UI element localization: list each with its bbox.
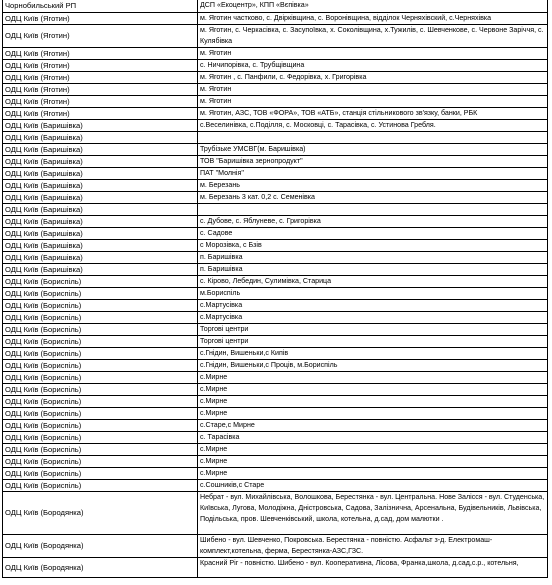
table-row — [3, 443, 548, 455]
region-cell: ОДЦ Київ (Бориспіль) — [3, 383, 198, 395]
address-cell: м. Яготин — [198, 95, 548, 107]
table-row — [3, 347, 548, 359]
table-row — [3, 227, 548, 239]
address-cell: м. Яготин частково, с. Двірківщина, с. Воронівщина, відділок Черняхівский, с.Черняхівка — [198, 12, 548, 24]
region-cell: ОДЦ Київ (Баришівка) — [3, 143, 198, 155]
table-row — [3, 407, 548, 419]
region-cell: ОДЦ Київ (Бориспіль) — [3, 467, 198, 479]
region-cell: ОДЦ Київ (Бориспіль) — [3, 455, 198, 467]
region-cell: ОДЦ Київ (Бориспіль) — [3, 347, 198, 359]
table-row — [3, 557, 548, 577]
address-cell: с Морозівка, с Бзів — [198, 239, 548, 251]
table-row — [3, 155, 548, 167]
address-cell: м. Яготин, АЗС, ТОВ «ФОРА», ТОВ «АТБ», станція стільникового зв'язку, банки, РБК — [198, 107, 548, 119]
table-row — [3, 119, 548, 131]
address-cell: п. Баришівка — [198, 263, 548, 275]
address-cell: м. Яготин — [198, 83, 548, 95]
region-cell: ОДЦ Київ (Баришівка) — [3, 215, 198, 227]
region-cell: ОДЦ Київ (Яготин) — [3, 12, 198, 24]
address-cell: с.Веселинівка, с.Поділля, с. Московці, с. Тарасівка, с. Устинова Гребля. — [198, 119, 548, 131]
table-row — [3, 239, 548, 251]
region-cell: ОДЦ Київ (Бородянка) — [3, 491, 198, 534]
address-cell: с. Ничипорівка, с. Трубщівщина — [198, 59, 548, 71]
table-row — [3, 287, 548, 299]
address-cell: с.Мартусівка — [198, 299, 548, 311]
table-row — [3, 395, 548, 407]
table-row — [3, 275, 548, 287]
address-cell: с.Мирне — [198, 395, 548, 407]
address-cell: Торгові центри — [198, 335, 548, 347]
region-cell: ОДЦ Київ (Яготин) — [3, 47, 198, 59]
region-cell: ОДЦ Київ (Яготин) — [3, 83, 198, 95]
table-row — [3, 12, 548, 24]
region-cell: ОДЦ Київ (Бориспіль) — [3, 431, 198, 443]
region-cell: ОДЦ Київ (Бориспіль) — [3, 443, 198, 455]
table-row — [3, 131, 548, 143]
table-row — [3, 83, 548, 95]
address-cell: Красний Ріг - повністю. Шибено - вул. Кооперативна, Лісова, Франка,школа, д.сад,с.р., котельня, — [198, 557, 548, 577]
region-cell: ОДЦ Київ (Бориспіль) — [3, 335, 198, 347]
table-row — [3, 311, 548, 323]
table-row — [3, 467, 548, 479]
region-cell: ОДЦ Київ (Бородянка) — [3, 534, 198, 557]
table-row — [3, 215, 548, 227]
region-cell: ОДЦ Київ (Бориспіль) — [3, 359, 198, 371]
table-row — [3, 167, 548, 179]
table-row — [3, 323, 548, 335]
region-cell: Чорнобильський РП — [3, 0, 198, 12]
table-row — [3, 179, 548, 191]
address-cell: с.Старе,с Мирне — [198, 419, 548, 431]
table-row — [3, 419, 548, 431]
address-cell: м. Яготин, с. Черкасівка, с. Засупоївка, х. Соколівщина, х.Тужилів, с. Шевченкове, с. Червоне Заріччя, с. Кулябівка — [198, 24, 548, 47]
table-row — [3, 59, 548, 71]
table-row — [3, 0, 548, 12]
address-cell: с.Мирне — [198, 455, 548, 467]
region-cell: ОДЦ Київ (Баришівка) — [3, 191, 198, 203]
address-cell: м. Яготин , с. Панфили, с. Федорівка, х. Григорівка — [198, 71, 548, 83]
address-cell: ДСП «Екоцентр», КПП «Вєпівка» — [198, 0, 548, 12]
table-row — [3, 143, 548, 155]
address-cell: с.Гнідин, Вишеньки,с Кипів — [198, 347, 548, 359]
region-cell: ОДЦ Київ (Баришівка) — [3, 203, 198, 215]
table-row — [3, 455, 548, 467]
address-cell: Небрат - вул. Михайлівська, Волошкова, Берестянка - вул. Центральна. Нове Залісся - вул. Студенська, Київська, Лугова, Молодіжна, Дністровська, Садова, Залізнична, Арсенальна, Будівельників, Львівська, Подільська, пров. Шевченківський, школа, котельна, д.сад, дом малютки . — [198, 491, 548, 534]
address-cell: м.Бориспіль — [198, 287, 548, 299]
address-cell: с.Сошників,с Старе — [198, 479, 548, 491]
table-row — [3, 431, 548, 443]
region-cell: ОДЦ Київ (Баришівка) — [3, 131, 198, 143]
address-cell: с. Садове — [198, 227, 548, 239]
address-cell: с.Гнідин, Вишеньки,с Проців, м.Бориспіль — [198, 359, 548, 371]
table-row — [3, 383, 548, 395]
region-cell: ОДЦ Київ (Бориспіль) — [3, 323, 198, 335]
region-cell: ОДЦ Київ (Яготин) — [3, 59, 198, 71]
region-cell: ОДЦ Київ (Баришівка) — [3, 251, 198, 263]
address-cell: с. Дубове, с. Яблуневе, с. Григорівка — [198, 215, 548, 227]
table-row — [3, 107, 548, 119]
address-cell: п. Баришівка — [198, 251, 548, 263]
address-cell: ПАТ "Молнія" — [198, 167, 548, 179]
address-cell: с.Мирне — [198, 467, 548, 479]
region-cell: ОДЦ Київ (Бориспіль) — [3, 371, 198, 383]
region-cell: ОДЦ Київ (Баришівка) — [3, 155, 198, 167]
table-row — [3, 191, 548, 203]
address-cell: с.Мартусівка — [198, 311, 548, 323]
table-row — [3, 24, 548, 47]
region-cell: ОДЦ Київ (Бориспіль) — [3, 407, 198, 419]
region-cell: ОДЦ Київ (Бориспіль) — [3, 299, 198, 311]
table-row — [3, 47, 548, 59]
table-row — [3, 263, 548, 275]
address-cell: м. Яготин — [198, 47, 548, 59]
address-cell: с.Мирне — [198, 407, 548, 419]
table-body — [3, 0, 548, 577]
region-cell: ОДЦ Київ (Яготин) — [3, 71, 198, 83]
region-cell: ОДЦ Київ (Бориспіль) — [3, 395, 198, 407]
table-row — [3, 491, 548, 534]
address-cell: Трубізьке УМСВГ(м. Баришівка) — [198, 143, 548, 155]
address-cell — [198, 203, 548, 215]
region-cell: ОДЦ Київ (Яготин) — [3, 24, 198, 47]
table-row — [3, 299, 548, 311]
region-cell: ОДЦ Київ (Яготин) — [3, 95, 198, 107]
region-cell: ОДЦ Київ (Баришівка) — [3, 179, 198, 191]
address-cell: с. Тарасівка — [198, 431, 548, 443]
region-cell: ОДЦ Київ (Бориспіль) — [3, 311, 198, 323]
address-cell: с. Кірово, Лебедин, Сулимівка, Старица — [198, 275, 548, 287]
region-cell: ОДЦ Київ (Баришівка) — [3, 119, 198, 131]
address-cell: с.Мирне — [198, 383, 548, 395]
region-cell: ОДЦ Київ (Бородянка) — [3, 557, 198, 577]
table-row — [3, 203, 548, 215]
address-cell: м. Березань 3 кат. 0,2 с. Семенівка — [198, 191, 548, 203]
table-row — [3, 71, 548, 83]
table-row — [3, 534, 548, 557]
table-row — [3, 359, 548, 371]
address-cell: с.Мирне — [198, 443, 548, 455]
address-cell: Шибено - вул. Шевченко, Покровська. Берестянка - повністю. Асфальт з-д. Електромаш-комплект,котельна, ферма, Берестянка-АЗС,ГЗС. — [198, 534, 548, 557]
region-cell: ОДЦ Київ (Бориспіль) — [3, 479, 198, 491]
table-row — [3, 479, 548, 491]
region-cell: ОДЦ Київ (Баришівка) — [3, 167, 198, 179]
outage-table — [2, 0, 548, 578]
table-row — [3, 95, 548, 107]
region-cell: ОДЦ Київ (Бориспіль) — [3, 419, 198, 431]
document-page — [2, 0, 547, 578]
region-cell: ОДЦ Київ (Бориспіль) — [3, 287, 198, 299]
table-row — [3, 251, 548, 263]
region-cell: ОДЦ Київ (Баришівка) — [3, 227, 198, 239]
table-row — [3, 335, 548, 347]
address-cell: ТОВ "Баришівка зернопродукт" — [198, 155, 548, 167]
address-cell: м. Березань — [198, 179, 548, 191]
address-cell — [198, 131, 548, 143]
table-row — [3, 371, 548, 383]
region-cell: ОДЦ Київ (Баришівка) — [3, 263, 198, 275]
address-cell: Торгові центри — [198, 323, 548, 335]
address-cell: с.Мирне — [198, 371, 548, 383]
region-cell: ОДЦ Київ (Яготин) — [3, 107, 198, 119]
region-cell: ОДЦ Київ (Баришівка) — [3, 239, 198, 251]
region-cell: ОДЦ Київ (Бориспіль) — [3, 275, 198, 287]
